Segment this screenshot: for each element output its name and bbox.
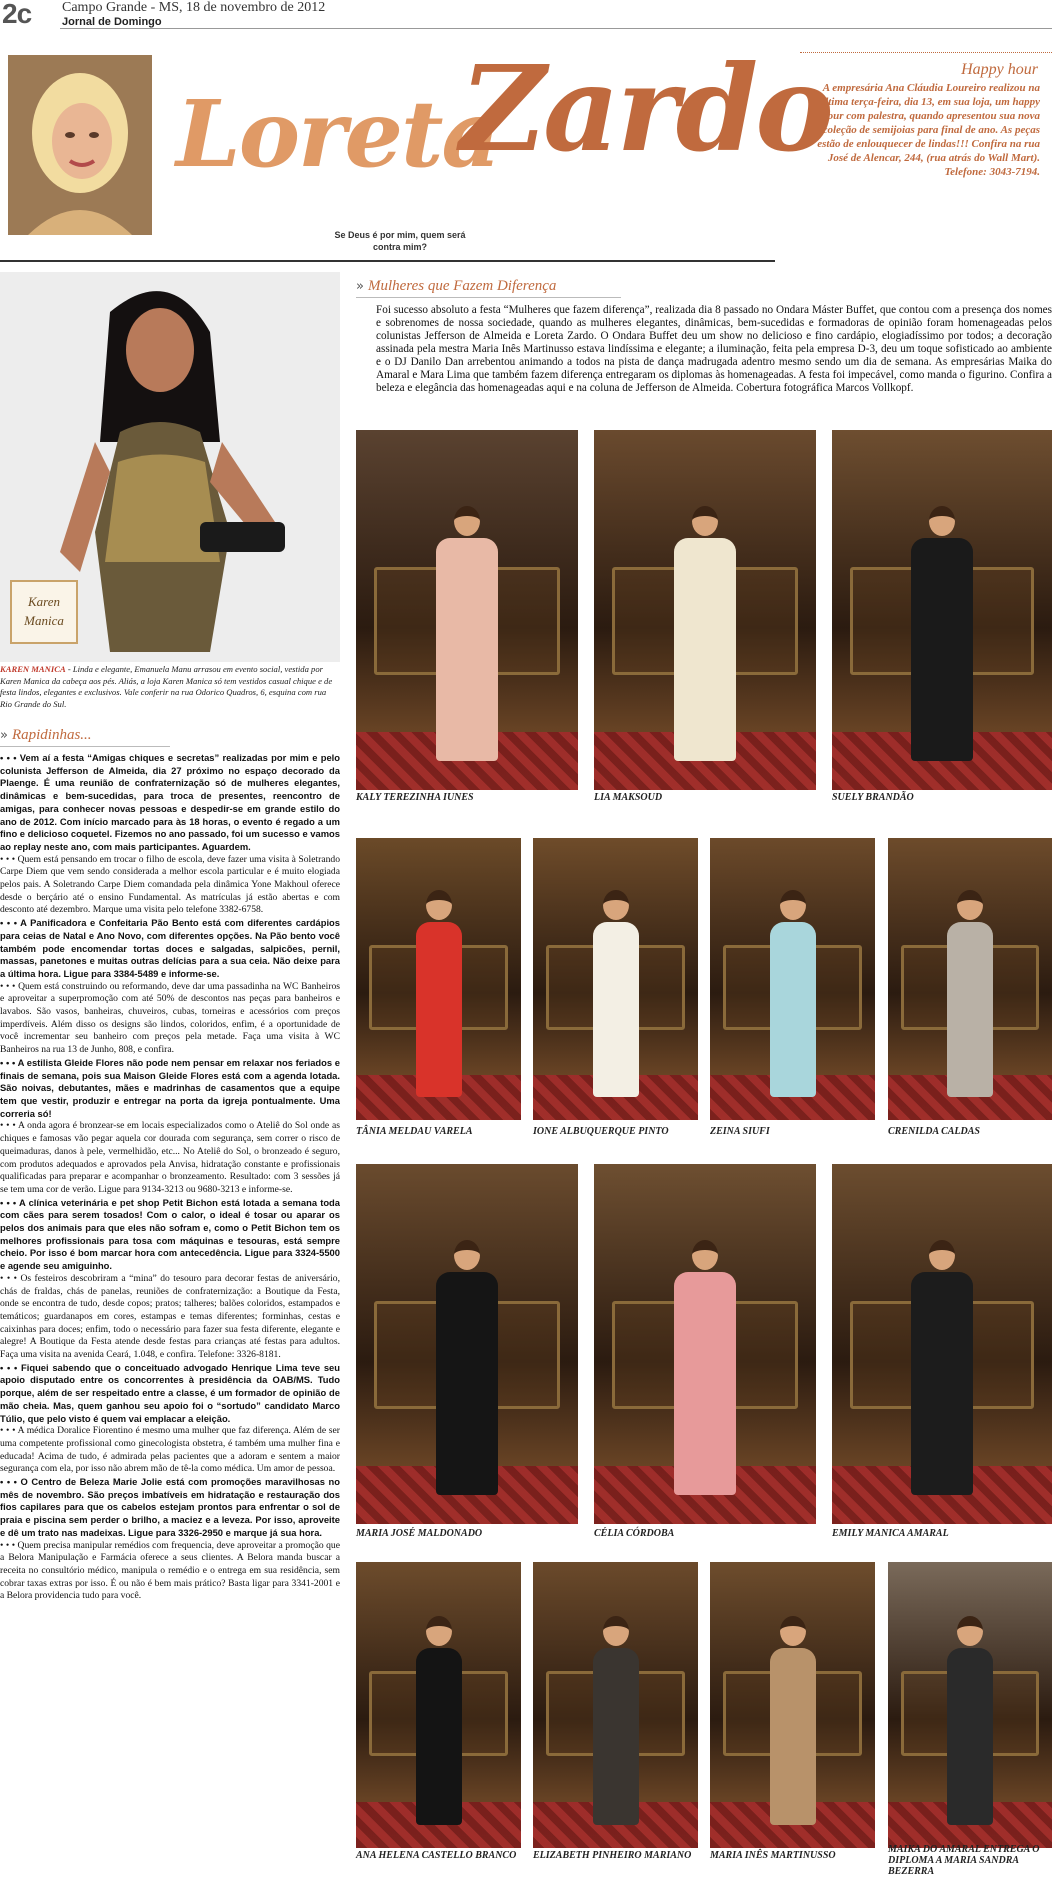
mulheres-title: Mulheres que Fazem Diferença — [367, 278, 557, 294]
photo-person-head — [603, 890, 629, 920]
photo-caption: MARIA INÊS MARTINUSSO — [710, 1850, 836, 1861]
photo-person-head — [929, 1240, 955, 1270]
honoree-photo — [533, 1562, 698, 1848]
photo-person-head — [780, 1616, 806, 1646]
photo-person-dress — [436, 538, 498, 761]
honoree-photo — [356, 838, 521, 1120]
photo-person-dress — [416, 922, 462, 1097]
photo-person — [593, 890, 639, 1097]
photo-person-dress — [770, 1648, 816, 1825]
photo-person-head — [454, 506, 480, 536]
karen-manica-caption — [0, 664, 340, 710]
rapidinha-item: • • • A Panificadora e Confeitaria Pão Bento está com diferentes cardápios para ceias de Natal e Ano Novo, com diferentes opções. Na Pão bento você também pode encomendar tortas doces e salgadas, salpicões, pernil, massas, panetones e muitas outras delícias para a sua ceia. Não deixe para a última hora. Ligue para 3384-5489 e informe-se. — [0, 917, 340, 979]
double-chevron-icon: » — [356, 279, 364, 294]
logo-first-name: Loreta — [176, 80, 500, 188]
photo-caption: IONE ALBUQUERQUE PINTO — [533, 1126, 669, 1137]
logo-last-name: Zardo — [460, 39, 831, 178]
column-motto: Se Deus é por mim, quem será contra mim? — [334, 230, 466, 252]
rapidinhas-heading — [0, 727, 340, 744]
photo-person-dress — [947, 1648, 993, 1825]
photo-caption: EMILY MANICA AMARAL — [832, 1528, 949, 1539]
photo-person — [416, 1616, 462, 1825]
honoree-photo — [594, 430, 816, 790]
photo-person — [947, 1616, 993, 1825]
karen-manica-logo-tag: Karen Manica — [10, 580, 78, 644]
photo-person-head — [929, 506, 955, 536]
honoree-photo — [594, 1164, 816, 1524]
mulheres-heading — [356, 278, 696, 295]
photo-person-dress — [674, 538, 736, 761]
happy-hour-title: Happy hour — [961, 61, 1038, 78]
photo-person-head — [426, 1616, 452, 1646]
honoree-photo — [710, 838, 875, 1120]
rapidinha-item: • • • Vem aí a festa “Amigas chiques e secretas” realizadas por mim e pelo colunista Jefferson de Almeida, dia 27 próximo no espaço decorado da Plaenge. É uma reunião de confraternização só de mulheres elegantes, dinâmicas e bem-sucedidas, para troca de presentes, reencontro de amigas, para conhecer novas pessoas e despedir-se em grande estilo do ano de 2012. Com início marcado para às 18 horas, o evento é regado a um fino e delicioso coquetel. Fizemos no ano passado, foi um sucesso e vamos ao replay neste ano, com mais participantes. Aguardem. — [0, 752, 340, 852]
honoree-photo — [356, 1562, 521, 1848]
rapidinha-item: • • • A médica Doralice Fiorentino é mesmo uma mulher que faz diferença. Além de ser uma competente profissional como ginecologista obstetra, é também uma mulher fina e educada! Acima de tudo, é admirada pelas pacientes que a adoram e sentem a maior segurança com ela, por isso não abrem mão de tê-la como médica. Um amor de pessoa. — [0, 1425, 340, 1475]
karen-caption-lead: KAREN MANICA — [0, 664, 66, 674]
column-logo — [170, 39, 831, 240]
photo-person — [436, 1240, 498, 1495]
photo-person-head — [426, 890, 452, 920]
photo-person — [947, 890, 993, 1097]
columnist-portrait-image — [8, 55, 152, 235]
photo-person — [593, 1616, 639, 1825]
honoree-photo — [356, 430, 578, 790]
photo-person — [436, 506, 498, 761]
photo-caption: ELIZABETH PINHEIRO MARIANO — [533, 1850, 692, 1861]
honoree-photo — [888, 838, 1052, 1120]
photo-person-head — [603, 1616, 629, 1646]
photo-caption: MAIKA DO AMARAL ENTREGA O DIPLOMA A MARIA SANDRA BEZERRA — [888, 1844, 1040, 1877]
photo-caption: CÉLIA CÓRDOBA — [594, 1528, 675, 1539]
karen-caption-text: - Linda e elegante, Emanuela Manu arrasou em evento social, vestida por Karen Manica da cabeça aos pés. Aliás, a loja Karen Manica só tem vestidos casual chique e de festa lindos, elegantes e exclusivos. Vale conferir na rua Odorico Quadros, 6, esquina com rua Rio Grande do Sul. — [0, 664, 333, 709]
photo-caption: MARIA JOSÉ MALDONADO — [356, 1528, 483, 1539]
photo-person-head — [957, 1616, 983, 1646]
photo-person-dress — [593, 1648, 639, 1825]
photo-person-dress — [436, 1272, 498, 1495]
rapidinha-item: • • • Quem está pensando em trocar o filho de escola, deve fazer uma visita à Soletrando Carpe Diem que vem sendo considerada a melhor escola particular e é muito elogiada pelos pais. A Soletrando Carpe Diem comandada pela dinâmica Yone Makhoul oferece desde o berçário até o ensino Fundamental. As matrículas já estão abertas e com desconto até dezembro. Marque uma visita pelo telefone 3382-6758. — [0, 853, 340, 916]
page-header — [0, 0, 1052, 34]
header-divider — [60, 28, 1052, 29]
paper-name: Jornal de Domingo — [62, 16, 162, 28]
dateline: Campo Grande - MS, 18 de novembro de 2012 — [62, 0, 326, 15]
column-header-divider — [0, 260, 775, 262]
photo-person-head — [780, 890, 806, 920]
photo-person — [674, 506, 736, 761]
happy-hour-text: A empresária Ana Cláudia Loureiro realizou na última terça-feira, dia 13, em sua loja, um happy hour com palestra, quando apresentou sua nova coleção de semijoias para final de ano. As peças estão de enlouquecer de lindas!!! Confira na rua José de Alencar, 244, (rua atrás do Wall Mart). Telefone: 3043-7194. — [817, 82, 1040, 178]
rapidinhas-body — [0, 752, 340, 1878]
photo-caption: SUELY BRANDÃO — [832, 792, 914, 803]
photo-person-head — [692, 1240, 718, 1270]
photo-caption: TÂNIA MELDAU VARELA — [356, 1126, 473, 1137]
photo-person — [416, 890, 462, 1097]
double-chevron-icon: » — [0, 728, 8, 743]
rapidinha-item: • • • A onda agora é bronzear-se em locais especializados como o Ateliê do Sol onde as chiques e famosas vão pegar aquela cor dourada com segurança, sem correr o risco de queimaduras, danos à pele, vermelhidão, etc... No Ateliê do Sol, o bronzeado é seguro, com produtos adequados e aprovados pela Anvisa, hidratação constante e profissionais qualificadas para preparar e acompanhar o bronzeamento. Resultado: com 3 sessões já se tem uma cor de verão. Ligue para 9134-3213 ou 9680-3213 e informe-se. — [0, 1120, 340, 1195]
honoree-photo — [710, 1562, 875, 1848]
mulheres-article-text: Foi sucesso absoluto a festa “Mulheres que fazem diferença”, realizada dia 8 passado no Ondara Máster Buffet, que contou com a presença dos nomes e sobrenomes de nossa sociedade, quando as mulheres elegantes, dinâmicas, bem-sucedidas e formadoras de opinião foram homenageadas pelos colunistas Jefferson de Almeida e Loreta Zardo. O Ondara Buffet deu um show no delicioso e fino cardápio, elogiadíssimo por todos; a decoração assinada pela mestra Maria Inês Martinusso estava lindíssima e elegante; a iluminação, feita pela empresa D-3, deu um toque sofisticado ao ambiente e o DJ Danilo Dan arrebentou animando a todos na pista de dança madrugada adentro mesmo sendo um dia de semana. As empresárias Maika do Amaral e Mara Lima que também fazem diferença entregaram os diplomas às homenageadas. A festa foi impecável, como manda o figurino. Confira a beleza e elegância das homenageadas aqui e na coluna de Jefferson de Almeida. Cobertura fotográfica Marcos Vollkopf. — [376, 304, 1052, 394]
photo-person-dress — [947, 922, 993, 1097]
photo-caption: LIA MAKSOUD — [594, 792, 663, 803]
photo-person-dress — [911, 538, 973, 761]
rapidinhas-title: Rapidinhas... — [11, 727, 92, 743]
photo-person — [770, 1616, 816, 1825]
photo-person-dress — [911, 1272, 973, 1495]
rapidinha-item: • • • Quem está construindo ou reformando, deve dar uma passadinha na WC Banheiros e aproveitar a superpromoção com até 50% de descontos nas peças para banheiros e lavabos. São vasos, banheiras, chuveiros, cubas, torneiras e acessórios com preços imperdíveis. Além disso os designs são lindos, coloridos, enfim, é a oportunidade de você incrementar seu banheiro com preços pela metade. Faça uma visita à WC Banheiros na rua 13 de Junho, 808, e confira. — [0, 980, 340, 1056]
honoree-photo — [832, 1164, 1052, 1524]
photo-person-dress — [674, 1272, 736, 1495]
photo-person-dress — [416, 1648, 462, 1825]
photo-person-head — [454, 1240, 480, 1270]
rapidinha-item: • • • A estilista Gleide Flores não pode nem pensar em relaxar nos feriados e finais de semana, pois sua Maison Gleide Flores está com a agenda lotada. São noivas, debutantes, mães e madrinhas de casamentos que a equipe tem que vestir, produzir e entregar na porta da igreja pontualmente. Uma correria só! — [0, 1056, 340, 1119]
rapidinha-item: • • • O Centro de Beleza Marie Jolie está com promoções maravilhosas no mês de novembro. São preços imbatíveis em hidratação e restauração dos fios capilares para que os cabelos estejam prontos para enfrentar o sol de praia e piscina sem perder o brilho, a maciez e a leveza. Por isso, aproveite e dê um trato nas madeixas. Ligue para 3326-2950 e marque já sua hora. — [0, 1476, 340, 1538]
photo-caption: KALY TEREZINHA IUNES — [356, 792, 474, 803]
rapidinha-item: • • • Os festeiros descobriram a “mina” do tesouro para decorar festas de aniversário, chás de fraldas, chás de panelas, reuniões de confraternização: a Boutique da Festa, onde se encontra de tudo, desde copos; pratos; talheres; balões coloridos, estampados e temáticos; guardanapos em cores, estampas e temas diferentes; forminhas, cestas e caixinhas para doces; enfim, todo o necessário para fazer sua festa diferente, elegante e alegre! A Boutique da Festa atende desde festas para crianças até festas para adultos. Faça uma visita na avenida Ceará, 1.048, e confira. Telefone: 3326-8181. — [0, 1272, 340, 1361]
photo-person — [674, 1240, 736, 1495]
photo-caption: CRENILDA CALDAS — [888, 1126, 980, 1137]
honoree-photo — [888, 1562, 1052, 1848]
columnist-portrait — [8, 55, 152, 235]
rapidinha-item: • • • A clínica veterinária e pet shop Petit Bichon está lotada a semana toda com cães para serem tosados! Com o calor, o ideal é tosar ou aparar os pelos dos animais para que eles não sofram e, como o Petit Bichon tem os melhores profissionais para tosa com máquinas e tesouras, está sempre cheio. Por isso é bom marcar hora com antecedência. Ligue para 3324-5500 e agende seu amiguinho. — [0, 1196, 340, 1272]
honoree-photo — [832, 430, 1052, 790]
photo-person — [911, 1240, 973, 1495]
photo-caption: ANA HELENA CASTELLO BRANCO — [356, 1850, 517, 1861]
happy-hour-box — [800, 52, 1052, 217]
rapidinha-item: • • • Fiquei sabendo que o conceituado advogado Henrique Lima teve seu apoio disputado entre os concorrentes à presidência da OAB/MS. Tudo porque, além de ser respeitado entre a classe, é um formador de opinião de mão cheia. Mas, quem ganhou seu apoio foi o “sortudo” candidato Marco Túlio, que pelo visto é quem vai emplacar a eleição. — [0, 1361, 340, 1424]
page-number: 2c — [2, 0, 32, 29]
rapidinha-item: • • • Quem precisa manipular remédios com frequencia, deve aproveitar a promoção que a Belora Manipulação e Farmácia oferece a seus clientes. A Belora manda buscar a receita no consultório médico, manipula o remédio e o entrega em sua residência, sem cobrar taxas extras por isso. É ou não é bem mais prático? Basta ligar para 3341-2001 e a Belora providencia tudo para você. — [0, 1539, 340, 1602]
photo-person-head — [957, 890, 983, 920]
honoree-photo — [533, 838, 698, 1120]
photo-person-dress — [593, 922, 639, 1097]
photo-caption: ZEINA SIUFI — [710, 1126, 770, 1137]
photo-person — [770, 890, 816, 1097]
photo-person — [911, 506, 973, 761]
honoree-photo — [356, 1164, 578, 1524]
photo-person-head — [692, 506, 718, 536]
photo-person-dress — [770, 922, 816, 1097]
